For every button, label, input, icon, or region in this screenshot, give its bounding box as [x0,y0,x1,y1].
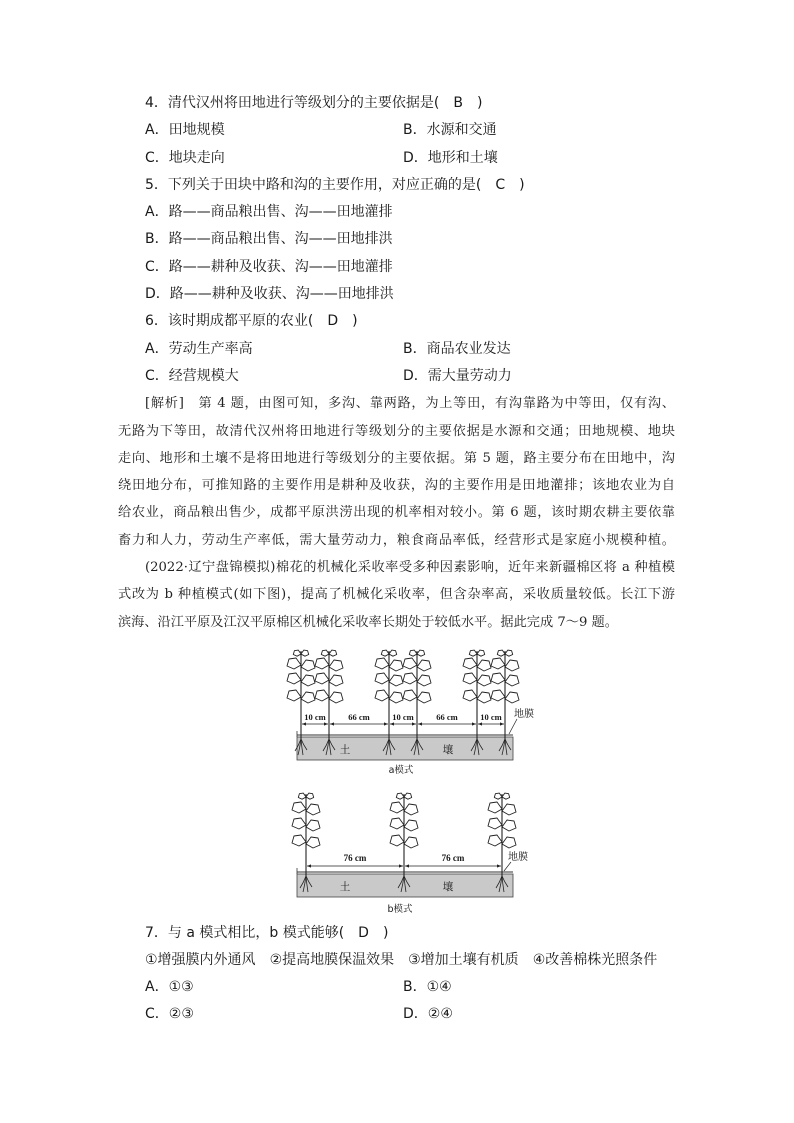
q7-statement-3: ③增加土壤有机质 [408,952,519,968]
questions-4-6-and-passage [118,90,675,636]
q5-option-c[interactable]: C．路——耕种及收获、沟——田地灌排 [145,258,393,275]
plant-leaf [381,650,389,656]
plant-leaf [488,802,502,813]
q7-option-b[interactable]: B．①④ [403,979,452,995]
plant-leaf [329,660,343,671]
dimension-label: 76 cm [441,853,465,863]
plant-leaf [301,692,315,703]
dimension-label: 10 cm [392,712,414,722]
plant-leaf [403,673,417,684]
plant-leaf [390,818,404,829]
plant-leaf [502,820,516,831]
q4-option-a[interactable]: A．田地规模 [145,122,225,139]
plant-leaf [315,673,329,684]
plant-leaf [329,650,337,656]
dimension-label: 10 cm [304,712,326,722]
dimension-label: 66 cm [348,712,370,722]
q6-options-row-1 [118,336,675,363]
plant-leaf [488,818,502,829]
dimension-label: 66 cm [436,712,458,722]
question-7 [118,920,675,1028]
plant-leaf [403,658,417,669]
plant-leaf [491,658,505,669]
diagram-a [287,650,534,776]
dimension-label: 10 cm [480,712,502,722]
plant-leaf [404,804,418,815]
q4-option-c[interactable]: C．地块走向 [145,149,225,166]
q7-statement-1: ①增强膜内外通风 [145,952,256,968]
plant-leaf [502,793,510,799]
explanation-line: 给农业，商品粮出售少，成都平原洪涝出现的机率相对较小。第 6 题，该时期农耕主要依靠 [118,505,675,521]
plant-leaf [491,690,505,701]
plant-leaf [409,650,417,656]
plant-leaf [292,818,306,829]
soil-label: 土 [339,881,351,893]
plant-leaf [315,690,329,701]
q6-option-c[interactable]: C．经营规模大 [145,367,239,384]
plant-leaf [389,650,397,656]
soil-label: 壤 [442,881,454,893]
passage-line: (2022·辽宁盘锦模拟)棉花的机械化采收率受多种因素影响，近年来新疆棉区将 a 种植模 [145,560,675,576]
plant-leaf [477,650,485,656]
plant-leaf [463,690,477,701]
plant-leaf [306,804,320,815]
explanation-line: 走向、地形和土壤不是将田地进行等级划分的主要依据。第 5 题，路主要分布在田地中，沟 [118,450,675,466]
film-leader-line [509,719,517,734]
plant-leaf [505,660,519,671]
plant-leaf [375,673,389,684]
q7-option-a[interactable]: A．①③ [145,979,194,995]
plant-leaf [321,650,329,656]
passage-line: 式改为 b 种植模式(如下图)，提高了机械化采收率，但含杂率高，采收质量较低。长江下游 [118,587,675,603]
plant-leaf [403,690,417,701]
plant-leaf [417,660,431,671]
q7-statements [118,947,675,974]
plant-leaf [306,820,320,831]
plant-leaf [505,692,519,703]
explanation-line: 畜力和人力，劳动生产率低，需大量劳动力，粮食商品率低，经营形式是家庭小规模种植。 [118,532,675,548]
plant-leaf [502,837,516,848]
plant-leaf [301,675,315,686]
plant-leaf [389,660,403,671]
plant-leaf [417,692,431,703]
plant-leaf [463,658,477,669]
q7-stem: 7．与 a 模式相比，b 模式能够( D ) [145,925,389,941]
plant-leaf [301,650,309,656]
plant-leaf [505,675,519,686]
plant-leaf [488,835,502,846]
plant-leaf [491,673,505,684]
plant-leaf [396,793,404,799]
soil-label: 土 [339,744,351,756]
explanation-line: 无路为下等田，故清代汉州将田地进行等级划分的主要依据是水源和交通；田地规模、地块 [118,423,675,439]
plant-leaf [497,650,505,656]
explanation-line: 绕田地分布，可推知路的主要作用是耕种及收获，沟的主要作用是田地灌排；该地农业为自 [118,478,675,494]
plant-leaf [287,673,301,684]
plant-leaf [287,690,301,701]
plant-leaf [306,837,320,848]
plant-leaf [292,835,306,846]
plant-leaf [301,660,315,671]
q5-option-a[interactable]: A．路——商品粮出售、沟——田地灌排 [145,204,393,221]
plant-leaf [505,650,513,656]
plant-leaf [293,650,301,656]
q4-options-row-1 [118,117,675,144]
plant-leaf [292,802,306,813]
plant-leaf [477,675,491,686]
plant-leaf [375,690,389,701]
plant-leaf [315,658,329,669]
diagram-b-caption: b模式 [387,904,413,915]
q4-option-b[interactable]: B．水源和交通 [403,122,497,139]
dimension-label: 76 cm [343,853,367,863]
q7-statement-4: ④改善棉株光照条件 [532,952,658,968]
q5-option-b[interactable]: B．路——商品粮出售、沟——田地排洪 [145,231,393,248]
q5-option-d[interactable]: D．路——耕种及收获、沟——田地排洪 [145,286,394,303]
diagram-b [292,793,528,915]
plant-leaf [375,658,389,669]
plant-leaf [389,675,403,686]
plant-leaf [417,650,425,656]
q6-options-row-2 [118,363,675,390]
explanation-line: [解析] 第 4 题，由图可知，多沟、靠两路，为上等田，有沟靠路为中等田，仅有沟、 [145,396,675,412]
plant-leaf [389,692,403,703]
plant-leaf [417,675,431,686]
q6-stem: 6．该时期成都平原的农业( D ) [145,313,358,330]
soil-label: 壤 [442,744,454,756]
plant-leaf [477,660,491,671]
plant-leaf [463,673,477,684]
q5-stem: 5．下列关于田块中路和沟的主要作用，对应正确的是( C ) [145,176,525,193]
film-label: 地膜 [514,709,534,720]
plant-leaf [298,793,306,799]
q7-options-row-1 [118,974,675,1001]
q7-options-row-2 [118,1001,675,1028]
q4-stem: 4．清代汉州将田地进行等级划分的主要依据是( B ) [145,95,483,111]
q4-option-d[interactable]: D．地形和土壤 [403,149,498,166]
plant-leaf [287,658,301,669]
plant-leaf [494,793,502,799]
q7-statement-2: ②提高地膜保温效果 [269,952,395,968]
plant-leaf [390,802,404,813]
plant-leaf [469,650,477,656]
plant-leaf [404,820,418,831]
passage-line: 滨海、沿江平原及江汉平原棉区机械化采收率长期处于较低水平。据此完成 7～9 题。 [118,614,618,630]
plant-leaf [329,675,343,686]
plant-leaf [477,692,491,703]
film-leader-line [504,862,511,871]
q4-options-row-2 [118,145,675,172]
plant-leaf [390,835,404,846]
plant-leaf [306,793,314,799]
plant-leaf [404,793,412,799]
q7-option-c[interactable]: C．②③ [145,1006,194,1022]
q6-option-a[interactable]: A．劳动生产率高 [145,340,253,357]
diagram-a-caption: a模式 [388,765,414,776]
q6-option-d[interactable]: D．需大量劳动力 [403,367,512,384]
plant-leaf [329,692,343,703]
plant-leaf [502,804,516,815]
plant-leaf [404,837,418,848]
q6-option-b[interactable]: B．商品农业发达 [403,340,511,357]
cotton-planting-diagram [280,638,550,920]
film-label: 地膜 [508,852,528,863]
q7-option-d[interactable]: D．②④ [403,1006,453,1022]
